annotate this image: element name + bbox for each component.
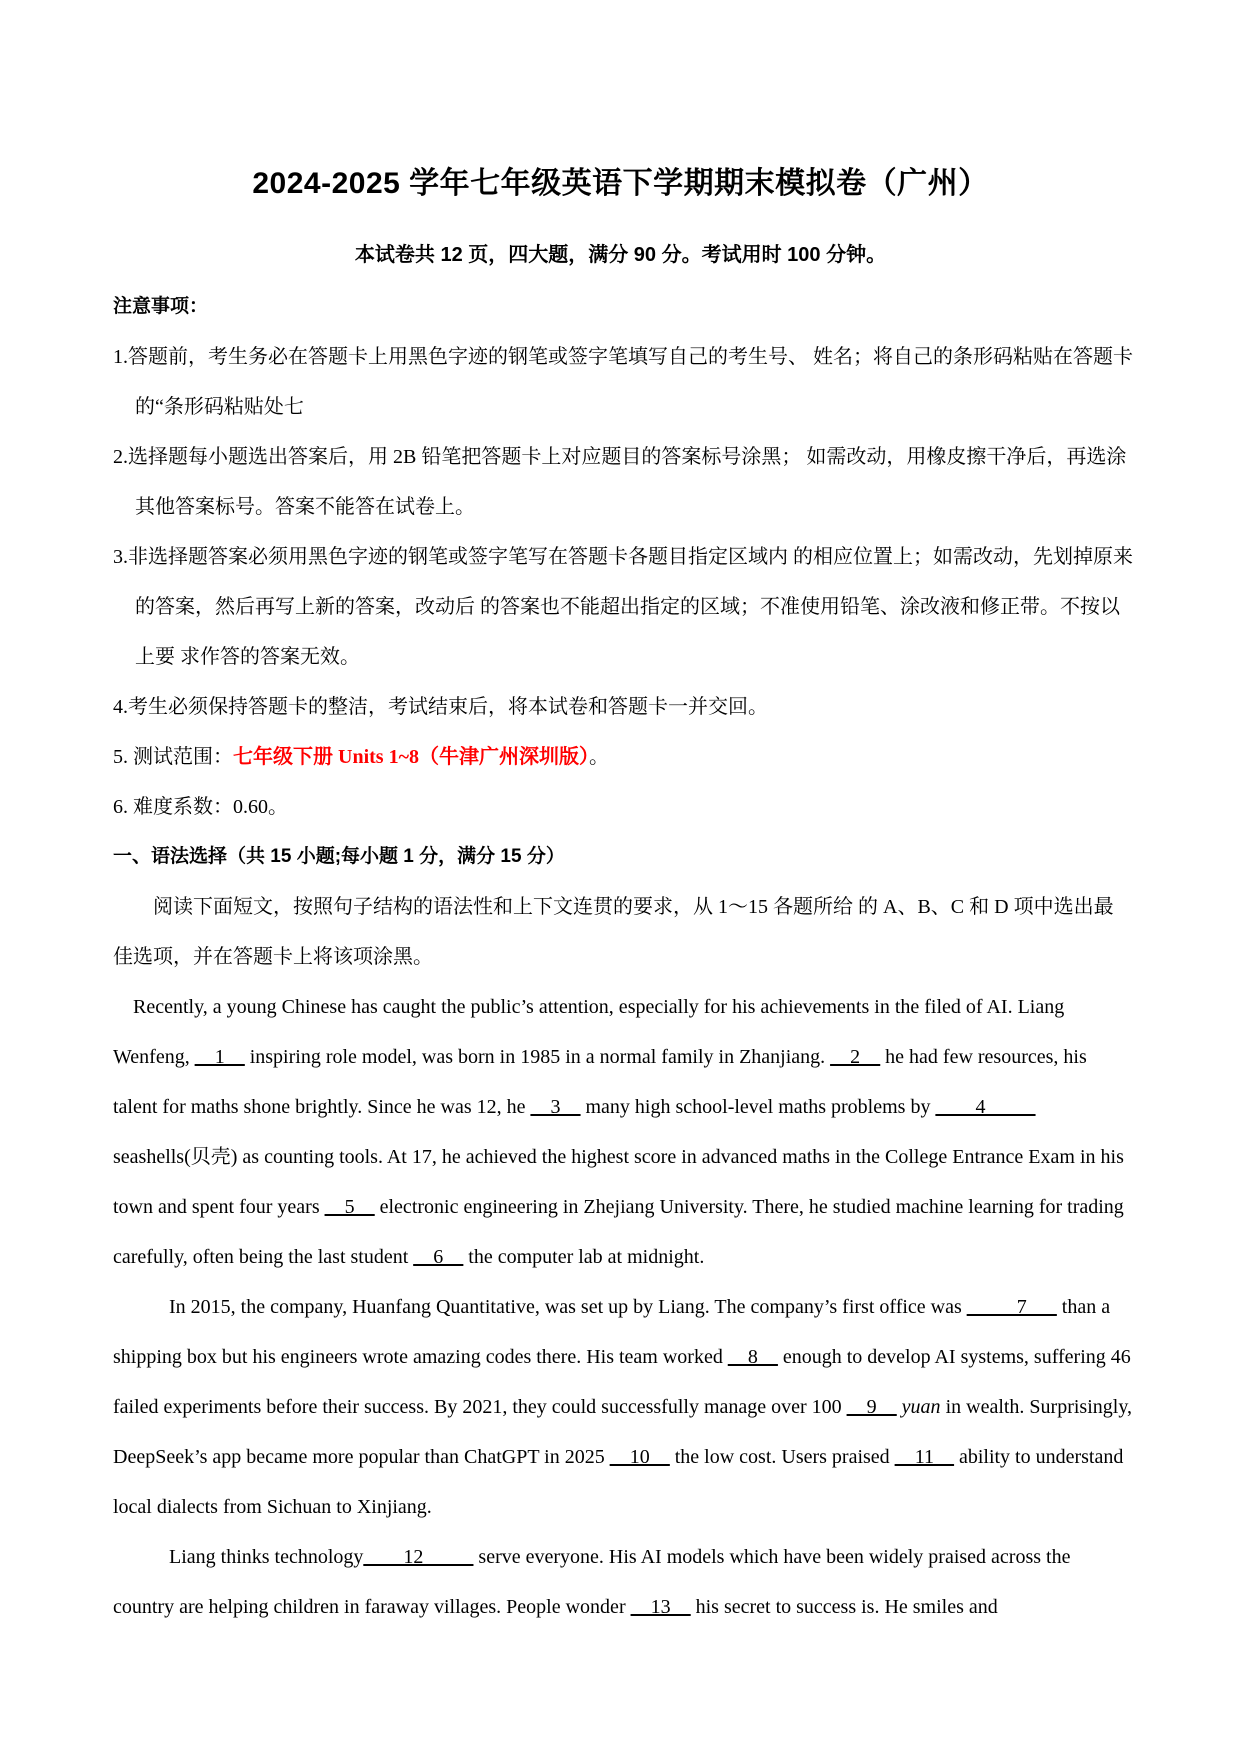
- passage-text: Liang thinks technology: [169, 1546, 364, 1568]
- blank-6: __6__: [413, 1246, 464, 1268]
- note-3: 3.非选择题答案必须用黑色字迹的钢笔或签字笔写在答题卡各题目指定区域内 的相应位置上；如需改动，先划掉原来的答案，然后再写上新的答案，改动后 的答案也不能超出指定的区域；不准使用铅笔、涂改液和修正带。不按以上要 求作答的答案无效。: [113, 546, 1133, 668]
- blank-13: __13__: [630, 1596, 691, 1618]
- blank-5: __5__: [324, 1196, 375, 1218]
- passage-text: many high school-level maths problems by: [580, 1096, 936, 1118]
- blank-1: __1__: [194, 1046, 245, 1068]
- blank-4: ____4_____: [935, 1096, 1036, 1118]
- section-1-heading: 一、语法选择（共 15 小题;每小题 1 分，满分 15 分）: [113, 846, 565, 867]
- passage-text: electronic engineering in Zhejiang University. There, he studied machine learning for trading carefully, often being the last student: [113, 1196, 1124, 1268]
- passage-text: than a shipping box but his engineers wrote amazing codes there. His team worked: [113, 1296, 1111, 1368]
- test-range: 七年级下册 Units 1~8（牛津广州深圳版）: [233, 746, 589, 768]
- section-1-instruction: 阅读下面短文，按照句子结构的语法性和上下文连贯的要求，从 1〜15 各题所给 的 A、B、C 和 D 项中选出最佳选项，并在答题卡上将该项涂黑。: [113, 896, 1114, 968]
- note-1: 1.答题前，考生务必在答题卡上用黑色字迹的钢笔或签字笔填写自己的考生号、 姓名；将自己的条形码粘贴在答题卡的“条形码粘贴处七: [113, 346, 1133, 418]
- blank-2: __2__: [830, 1046, 881, 1068]
- passage-paragraph-2: [113, 1282, 1133, 1532]
- passage-text: In 2015, the company, Huanfang Quantitative, was set up by Liang. The company’s first office was: [169, 1296, 967, 1318]
- passage-text: the low cost. Users praised: [669, 1446, 895, 1468]
- passage-text: enough to develop AI systems, suffering 46 failed experiments before their success. By 2021, they could successfully manage over 100: [113, 1346, 1131, 1418]
- blank-12: ____12_____: [363, 1546, 474, 1568]
- exam-subtitle: 本试卷共 12 页，四大题，满分 90 分。考试用时 100 分钟。: [354, 244, 887, 266]
- note-5-suffix: 。: [588, 746, 609, 768]
- blank-11: __11__: [894, 1446, 954, 1468]
- passage-text: serve everyone. His AI models which have been widely praised across the country are helping children in faraway villages. People wonder: [113, 1546, 1071, 1618]
- note-6: 6. 难度系数：0.60。: [113, 796, 288, 818]
- blank-8: __8__: [727, 1346, 778, 1368]
- passage-text: the computer lab at midnight.: [463, 1246, 705, 1268]
- note-5: [113, 732, 1133, 782]
- passage-text: he had few resources, his talent for maths shone brightly. Since he was 12, he: [113, 1046, 1087, 1118]
- notes-heading: 注意事项：: [113, 296, 209, 317]
- passage-text-italic: yuan: [901, 1396, 941, 1418]
- note-2: 2.选择题每小题选出答案后，用 2B 铅笔把答题卡上对应题目的答案标号涂黑； 如需改动，用橡皮擦干净后，再选涂其他答案标号。答案不能答在试卷上。: [113, 446, 1127, 518]
- passage-text: in wealth. Surprisingly, DeepSeek’s app became more popular than ChatGPT in 2025: [113, 1396, 1133, 1468]
- note-5-prefix: 5. 测试范围：: [113, 746, 233, 768]
- page-title: 2024-2025 学年七年级英语下学期期末模拟卷（广州）: [252, 167, 989, 200]
- blank-7: _____7___: [966, 1296, 1057, 1318]
- passage-text: seashells(贝壳) as counting tools. At 17, he achieved the highest score in advanced maths in the College Entrance Exam in his town and spent four years: [113, 1146, 1124, 1218]
- passage-paragraph-1: [113, 982, 1133, 1282]
- passage-text: his secret to success is. He smiles and: [690, 1596, 998, 1618]
- blank-3: __3__: [530, 1096, 581, 1118]
- passage-text: ability to understand local dialects from Sichuan to Xinjiang.: [113, 1446, 1124, 1518]
- blank-9: __9__: [846, 1396, 897, 1418]
- passage-paragraph-3: [113, 1532, 1133, 1632]
- blank-10: __10__: [609, 1446, 670, 1468]
- content: [113, 282, 1133, 1632]
- passage-text: inspiring role model, was born in 1985 in a normal family in Zhanjiang.: [244, 1046, 831, 1068]
- note-4: 4.考生必须保持答题卡的整洁，考试结束后，将本试卷和答题卡一并交回。: [113, 696, 768, 718]
- passage-text: Recently, a young Chinese has caught the public’s attention, especially for his achievements in the filed of AI. Liang Wenfeng,: [113, 996, 1065, 1068]
